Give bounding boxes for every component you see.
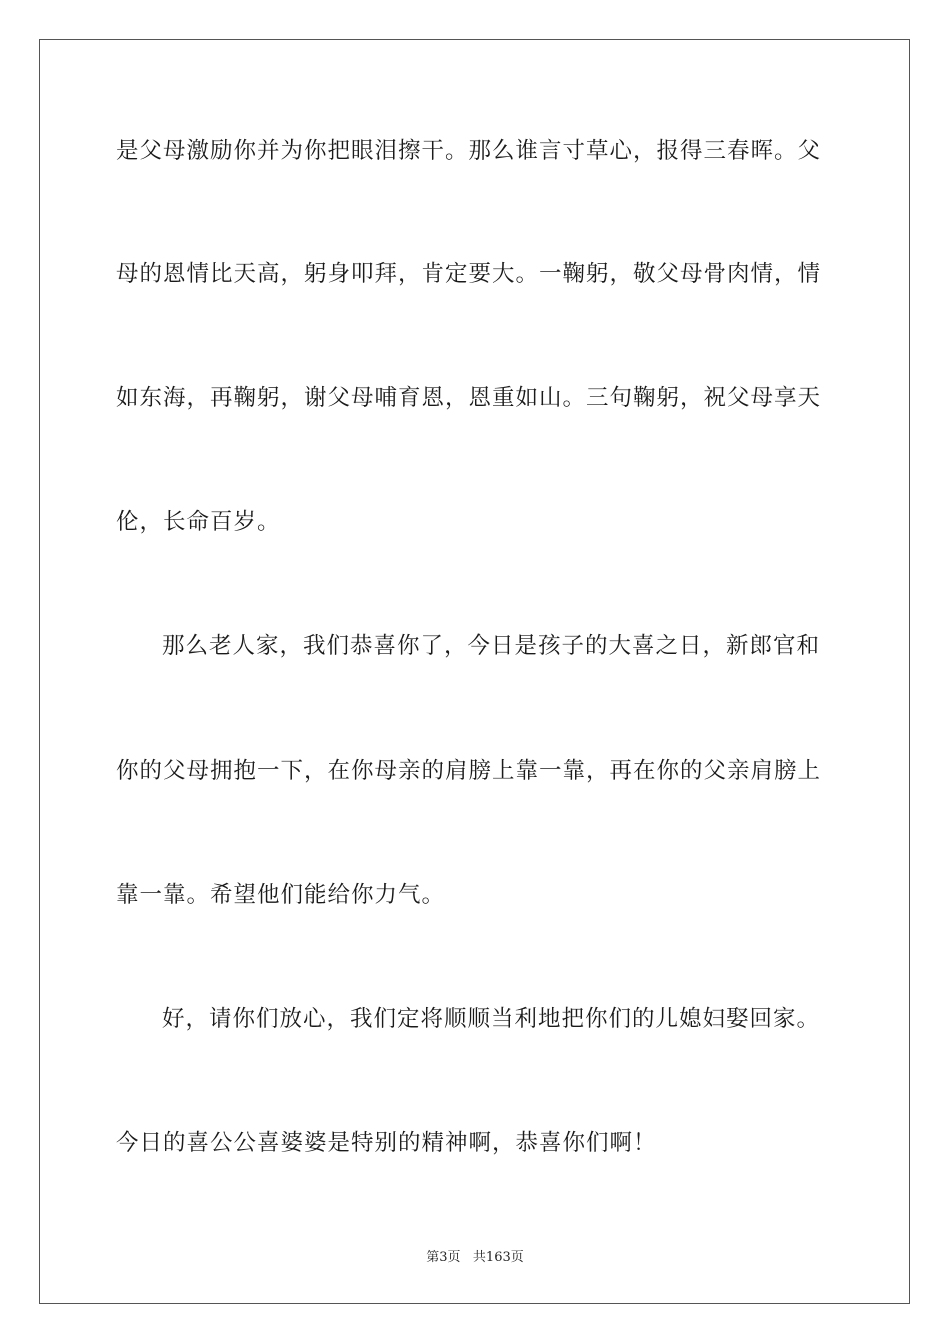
paragraph-start-line: 那么老人家，我们恭喜你了，今日是孩子的大喜之日，新郎官和 xyxy=(162,633,821,659)
page-total: 共163页 xyxy=(472,1250,524,1265)
text-line: 今日的喜公公喜婆婆是特别的精神啊，恭喜你们啊！ xyxy=(116,1130,657,1156)
text-line: 你的父母拥抱一下，在你母亲的肩膀上靠一靠，再在你的父亲肩膀上 xyxy=(116,758,822,784)
page-border xyxy=(39,39,910,1304)
text-line: 母的恩情比天高，躬身叩拜，肯定要大。一鞠躬，敬父母骨肉情，情 xyxy=(116,261,822,287)
page-footer xyxy=(0,1246,950,1265)
text-line: 如东海，再鞠躬，谢父母哺育恩，恩重如山。三句鞠躬，祝父母享天 xyxy=(116,385,822,411)
paragraph-start-line: 好，请你们放心，我们定将顺顺当利地把你们的儿媳妇娶回家。 xyxy=(162,1006,821,1032)
text-line: 伦，长命百岁。 xyxy=(116,509,281,535)
footer-gap xyxy=(461,1250,473,1265)
text-line: 靠一靠。希望他们能给你力气。 xyxy=(116,882,446,908)
text-line: 是父母激励你并为你把眼泪擦干。那么谁言寸草心，报得三春晖。父 xyxy=(116,138,822,164)
page-number: 第3页 xyxy=(426,1250,461,1265)
